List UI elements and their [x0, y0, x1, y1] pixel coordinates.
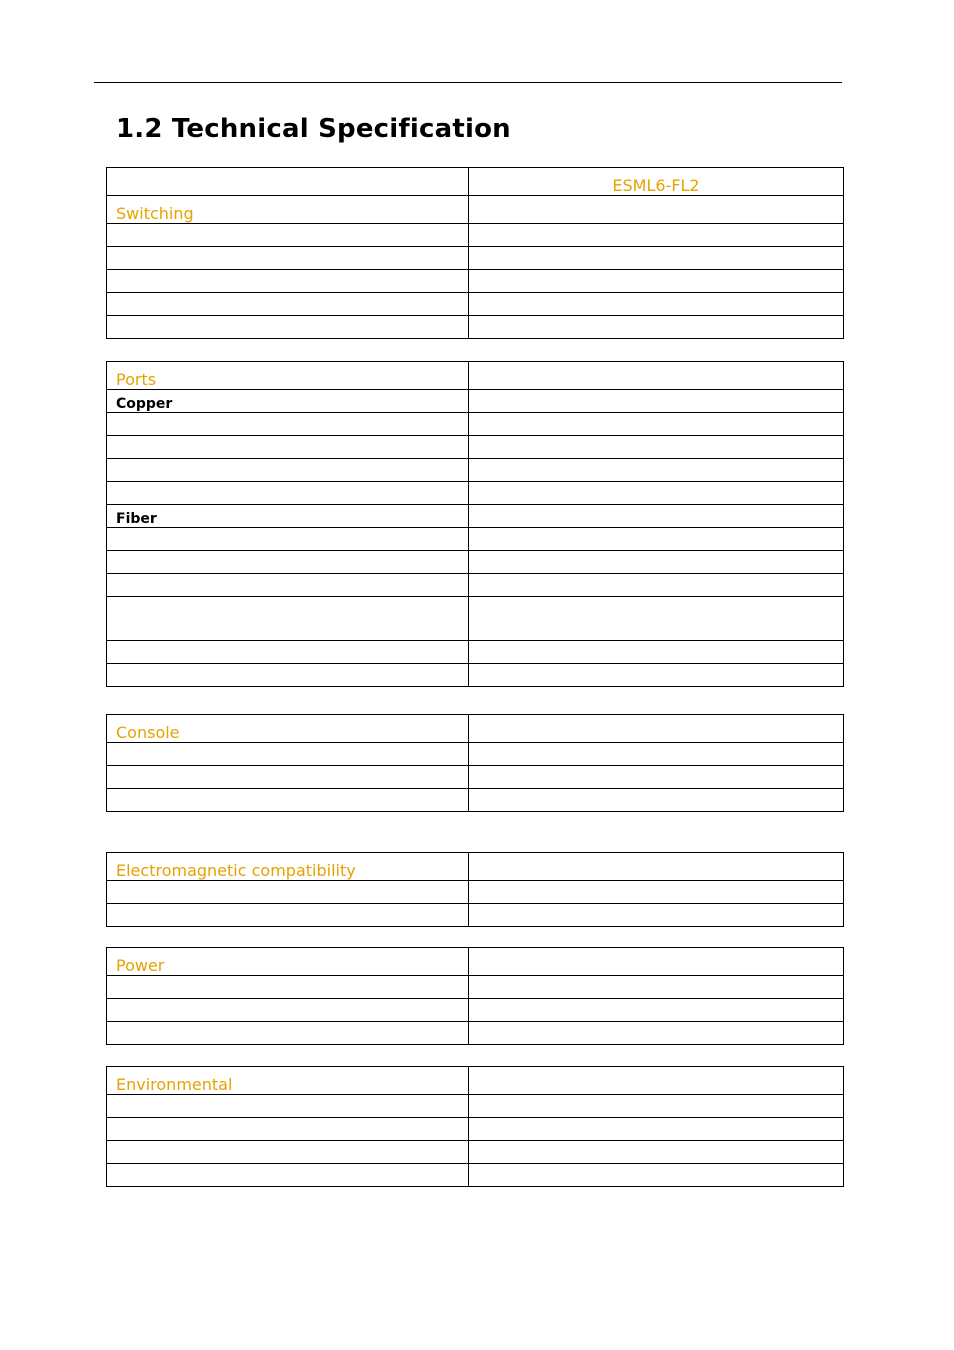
table-row	[107, 362, 844, 390]
environmental-table	[106, 1066, 844, 1187]
table-row	[107, 459, 844, 482]
table-row	[107, 270, 844, 293]
table-row	[107, 168, 844, 196]
ports-header: Ports	[107, 362, 469, 390]
table-row	[107, 766, 844, 789]
table-row	[107, 597, 844, 641]
power-header: Power	[107, 948, 469, 976]
ports-table	[106, 361, 844, 687]
table-row	[107, 574, 844, 597]
table-row	[107, 528, 844, 551]
table-row	[107, 224, 844, 247]
table-row	[107, 881, 844, 904]
environmental-header: Environmental	[107, 1067, 469, 1095]
table-row	[107, 247, 844, 270]
console-table	[106, 714, 844, 812]
table-row	[107, 904, 844, 927]
table-row	[107, 853, 844, 881]
header-rule	[94, 82, 842, 83]
table-row	[107, 1164, 844, 1187]
table-row	[107, 551, 844, 574]
table-row	[107, 743, 844, 766]
console-header: Console	[107, 715, 469, 743]
table-row	[107, 413, 844, 436]
table-row	[107, 1022, 844, 1045]
table-row	[107, 482, 844, 505]
table-row	[107, 390, 844, 413]
table-row	[107, 664, 844, 687]
table-row	[107, 505, 844, 528]
switching-table	[106, 167, 844, 339]
emc-header: Electromagnetic compatibility	[107, 853, 469, 881]
table-row	[107, 436, 844, 459]
table-row	[107, 715, 844, 743]
page-title: 1.2 Technical Specification	[116, 114, 511, 144]
table-row	[107, 1067, 844, 1095]
table-row	[107, 1141, 844, 1164]
table-row	[107, 976, 844, 999]
table-row	[107, 1118, 844, 1141]
copper-subheader: Copper	[107, 390, 469, 413]
model-name: ESML6-FL2	[469, 168, 844, 196]
table-row	[107, 789, 844, 812]
table-row	[107, 948, 844, 976]
table-row	[107, 1095, 844, 1118]
power-table	[106, 947, 844, 1045]
emc-table	[106, 852, 844, 927]
fiber-subheader: Fiber	[107, 505, 469, 528]
switching-header: Switching	[107, 196, 469, 224]
table-row	[107, 196, 844, 224]
table-row	[107, 641, 844, 664]
table-row	[107, 316, 844, 339]
table-row	[107, 293, 844, 316]
table-row	[107, 999, 844, 1022]
